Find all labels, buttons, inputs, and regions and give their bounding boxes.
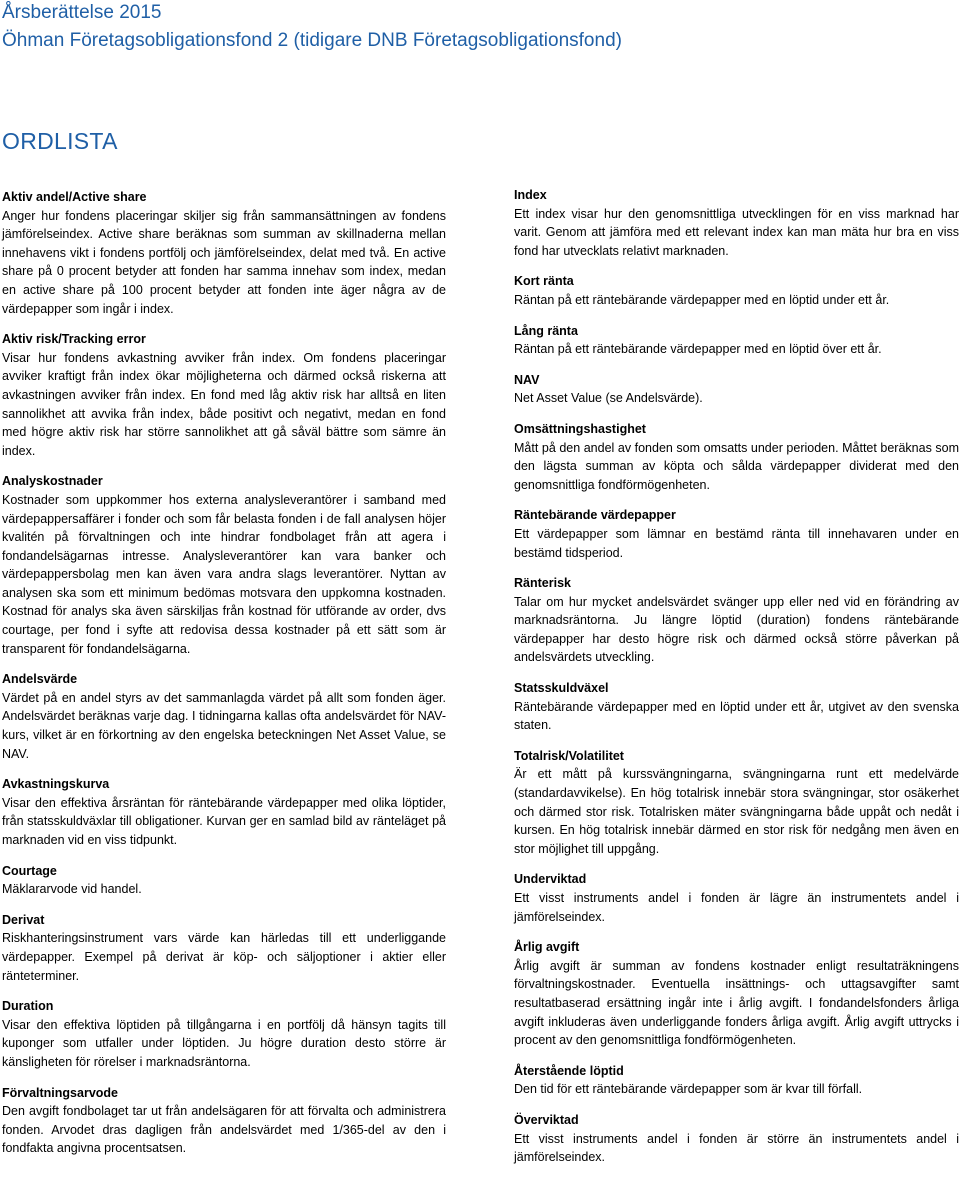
glossary-term: Lång ränta <box>514 323 578 338</box>
glossary-term: Årlig avgift <box>514 940 580 955</box>
glossary-entry <box>514 272 959 309</box>
glossary-term: Aktiv risk/Tracking error <box>2 332 146 347</box>
glossary-definition: Visar den effektiva löptiden på tillgångarna i en portfölj då hänsyn tagits till kuponger som utfaller under löptiden. Ju högre duration desto större är känsligheten för rörelser i marknadsräntorna. <box>2 1017 446 1069</box>
glossary-definition: Talar om hur mycket andelsvärdet svänger upp eller ned vid en förändring av marknadsräntorna. Ju längre löptid (duration) fondens räntebärande värdepapper har desto högre risk och därmed också större påverkan på andelsvärdets utveckling. <box>514 594 959 665</box>
glossary-entry <box>514 870 959 926</box>
glossary-entry <box>514 1111 959 1167</box>
glossary-entry <box>2 188 446 318</box>
glossary-entry <box>514 186 959 260</box>
glossary-definition: Kostnader som uppkommer hos externa analysleverantörer i samband med värdepappersaffärer i fonder och som får belasta fonden i de fall analysen höjer kvalitén på förvaltningen och inte hindrar fondbolaget från att agera i fondandelsägarnas intresse. Analysleverantörer kan vara banker och värdepappersbolag men kan även vara andra slags leverantörer. Nyttan av analysen ska som ett minimum bedömas motsvara den uppkomna kostnaden. Kostnad för analys ska även särskiljas från kostnad för utförande av order, dvs courtage, per fond i syfte att redovisa dessa kostnader på ett sätt som är transparent för fondandelsägarna. <box>2 492 446 656</box>
glossary-definition: Den tid för ett räntebärande värdepapper som är kvar till förfall. <box>514 1082 863 1097</box>
glossary-left-column <box>2 188 446 1170</box>
glossary-entry <box>2 472 446 658</box>
glossary-definition: Ett värdepapper som lämnar en bestämd ränta till innehavaren under en bestämd tidsperiod. <box>514 526 959 560</box>
glossary-definition: Är ett mått på kurssvängningarna, svängningarna runt ett medelvärde (standardavvikelse). En hög totalrisk innebär stora svängningar, stor osäkerhet och därmed stor risk. Totalrisken mäter svängningarna både uppåt och nedåt i kursen. En hög totalrisk innebär därmed en stor risk för nedgång men även en stor möjlighet till uppgång. <box>514 767 959 856</box>
glossary-term: Överviktad <box>514 1112 579 1127</box>
glossary-definition: Visar hur fondens avkastning avviker från index. Om fondens placeringar avviker kraftigt från index ökar möjligheterna och därmed också riskerna att avkastningen avviker från index. En fond med låg aktiv risk har alltså en liten sannolikhet att avvika från index, både positivt och negativt, medan en fond med högre aktiv risk har större sannolikhet att gå såväl bättre som sämre än index. <box>2 350 446 458</box>
glossary-entry <box>514 1062 959 1099</box>
glossary-entry <box>514 506 959 562</box>
glossary-entry <box>2 997 446 1071</box>
section-title: ORDLISTA <box>2 128 118 154</box>
glossary-definition: Mäklararvode vid handel. <box>2 882 142 897</box>
glossary-entry <box>514 679 959 735</box>
glossary-term: Förvaltningsarvode <box>2 1085 118 1100</box>
glossary-entry <box>514 322 959 359</box>
glossary-entry <box>2 1084 446 1158</box>
glossary-term: Avkastningskurva <box>2 777 110 792</box>
glossary-term: Andelsvärde <box>2 672 78 687</box>
glossary-term: Index <box>514 188 547 202</box>
glossary-entry <box>2 862 446 899</box>
glossary-term: Totalrisk/Volatilitet <box>514 748 624 763</box>
glossary-definition: Mått på den andel av fonden som omsatts under perioden. Måttet beräknas som den lägsta summan av köpta och sålda värdepapper dividerat med den genomsnittliga fondförmögenheten. <box>514 440 959 492</box>
glossary-right-column <box>514 186 959 1179</box>
glossary-entry <box>2 330 446 460</box>
glossary-entry <box>514 747 959 859</box>
glossary-definition: Visar den effektiva årsräntan för räntebärande värdepapper med olika löptider, från statsskuldväxlar till obligationer. Kurvan ger en samlad bild av ränteläget på marknaden vid en viss tidpunkt. <box>2 795 446 847</box>
glossary-entry <box>2 911 446 985</box>
glossary-definition: Riskhanteringsinstrument vars värde kan härledas till ett underliggande värdepapper. Exempel på derivat är köp- och säljoptioner i aktier eller ränteterminer. <box>2 931 446 983</box>
fund-name: Öhman Företagsobligationsfond 2 (tidigare DNB Företagsobligationsfond) <box>2 30 622 51</box>
glossary-term: NAV <box>514 372 540 387</box>
glossary-entry <box>514 574 959 667</box>
glossary-definition: Värdet på en andel styrs av det sammanlagda värdet på allt som fonden äger. Andelsvärdet beräknas varje dag. I tidningarna kallas ofta andelsvärdet för NAV-kurs, vilket är en förkortning av den engelska beteckningen Net Asset Value, se NAV. <box>2 690 446 761</box>
glossary-entry <box>514 371 959 408</box>
glossary-definition: Räntan på ett räntebärande värdepapper med en löptid över ett år. <box>514 342 882 357</box>
glossary-term: Återstående löptid <box>514 1063 624 1078</box>
glossary-term: Duration <box>2 999 54 1014</box>
glossary-term: Räntebärande värdepapper <box>514 508 676 523</box>
glossary-definition: Anger hur fondens placeringar skiljer sig från sammansättningen av fondens jämförelseindex. Active share beräknas som summan av skillnaderna mellan innehavens vikt i fondens portfölj och jämförelseindex, delat med två. En active share på 0 procent betyder att fonden har samma innehav som index, medan en active share på 100 procent betyder att fonden inte äger några av de värdepapper som ingår i index. <box>2 208 446 316</box>
report-title: Årsberättelse 2015 <box>2 2 162 23</box>
glossary-entry <box>2 670 446 763</box>
glossary-definition: Ett visst instruments andel i fonden är lägre än instrumentets andel i jämförelseindex. <box>514 891 959 924</box>
glossary-definition: Räntan på ett räntebärande värdepapper med en löptid under ett år. <box>514 292 890 307</box>
glossary-term: Aktiv andel/Active share <box>2 190 147 204</box>
glossary-term: Analyskostnader <box>2 474 103 489</box>
glossary-definition: Ett visst instruments andel i fonden är större än instrumentets andel i jämförelseindex. <box>514 1131 959 1165</box>
glossary-term: Underviktad <box>514 872 587 887</box>
glossary-definition: Net Asset Value (se Andelsvärde). <box>514 391 703 406</box>
glossary-term: Kort ränta <box>514 274 574 289</box>
glossary-definition: Den avgift fondbolaget tar ut från andelsägaren för att förvalta och administrera fonden. Arvodet dras dagligen från andelsvärdet med 1/365-del av den i fondfakta angivna procentsatsen. <box>2 1104 446 1156</box>
glossary-term: Omsättningshastighet <box>514 421 646 436</box>
glossary-entry <box>2 775 446 849</box>
glossary-term: Derivat <box>2 912 45 927</box>
glossary-definition: Räntebärande värdepapper med en löptid under ett år, utgivet av den svenska staten. <box>514 699 959 733</box>
glossary-entry <box>514 420 959 494</box>
glossary-definition: Ett index visar hur den genomsnittliga utvecklingen för en viss marknad har varit. Genom att jämföra med ett relevant index kan man mäta hur bra en viss fond har utvecklats relativt marknaden. <box>514 206 959 258</box>
glossary-definition: Årlig avgift är summan av fondens kostnader enligt resultaträkningens förvaltningskostnader. Eventuella insättnings- och uttagsavgifter samt resultatbaserad ersättning ingår inte i årlig avgift. I fondandelsfonders årliga avgift inkluderas även underliggande fonders årliga avgift. Årlig avgift uttrycks i procent av den genomsnittliga fondförmögenheten. <box>514 958 959 1048</box>
glossary-entry <box>514 938 959 1050</box>
glossary-term: Statsskuldväxel <box>514 681 609 696</box>
glossary-term: Ränterisk <box>514 576 571 591</box>
glossary-term: Courtage <box>2 863 57 878</box>
